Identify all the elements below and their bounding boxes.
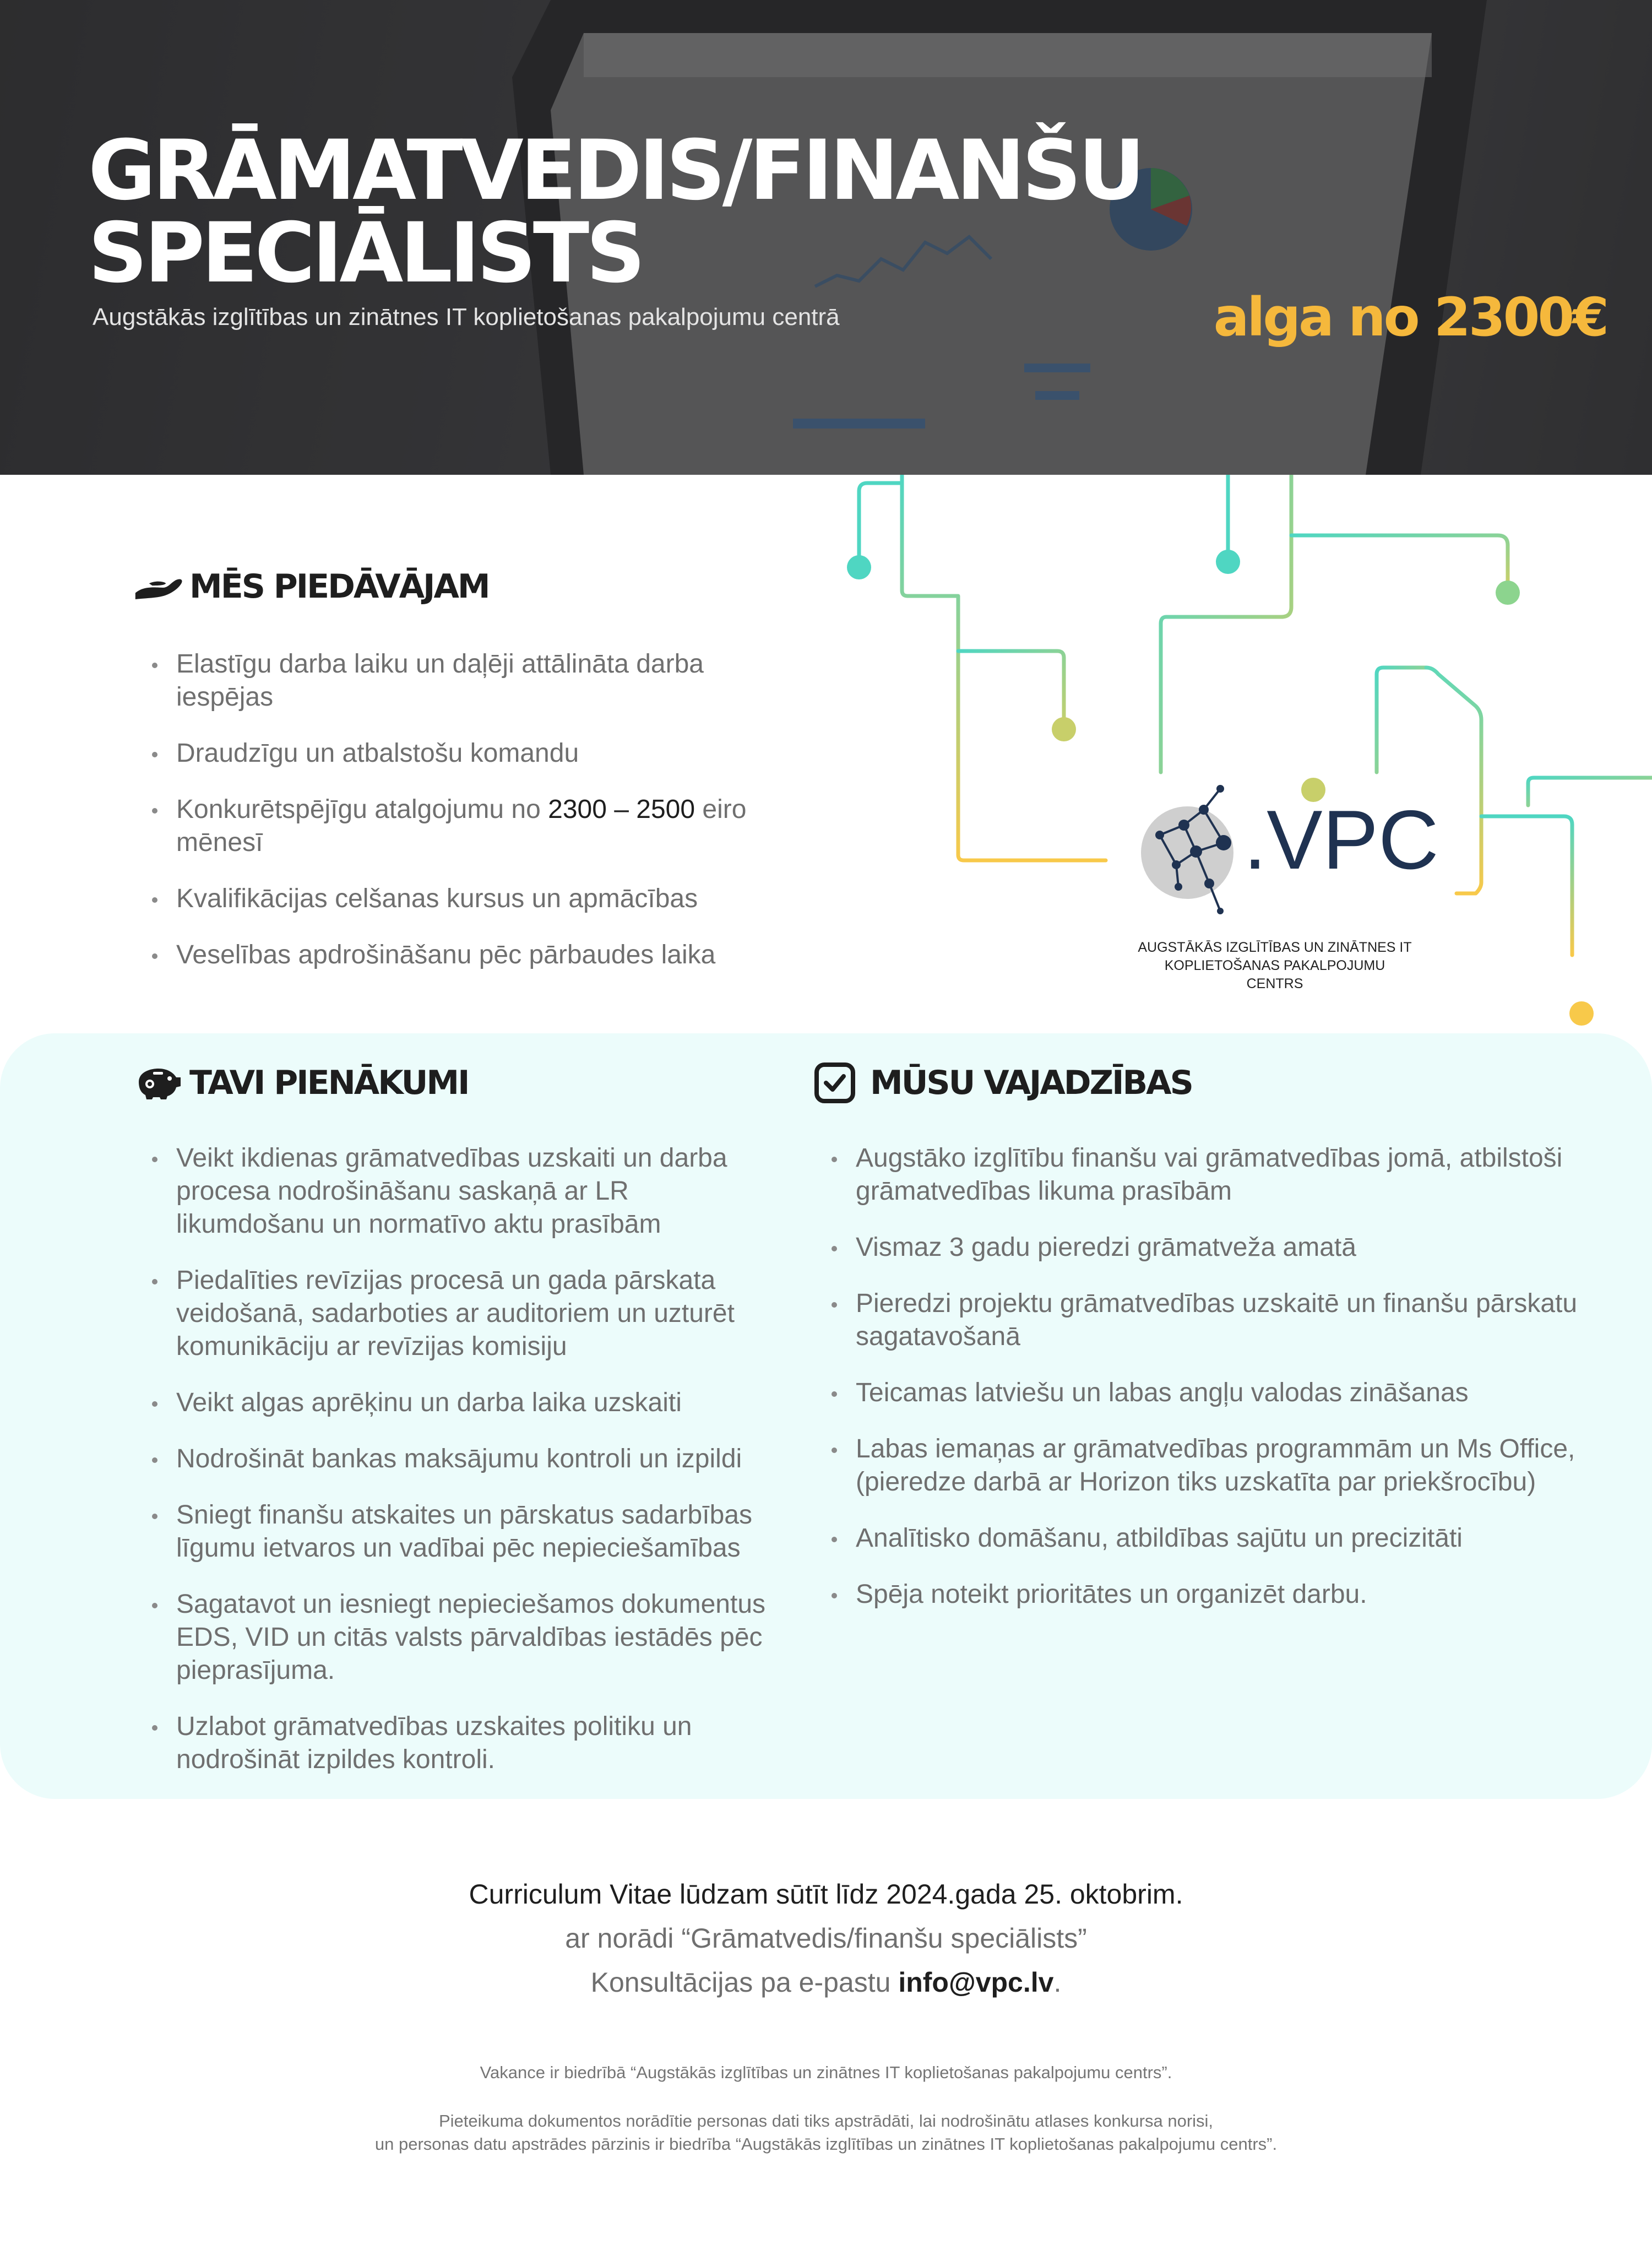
list-item: Labas iemaņas ar grāmatvedības programmām un Ms Office, (pieredze darbā ar Horizon tiks uzskatīta par priekšrocību) [832, 1433, 1602, 1499]
duties-list [152, 1142, 780, 1799]
piggy-bank-icon [133, 1061, 184, 1105]
list-item: Veikt algas aprēķinu un darba laika uzskaiti [152, 1386, 780, 1419]
list-item: Pieredzi projektu grāmatvedības uzskaitē un finanšu pārskatu sagatavošanā [832, 1287, 1602, 1353]
hero-banner [0, 0, 1652, 475]
contact-prefix: Konsultācijas pa e-pastu [590, 1967, 899, 1998]
list-item-pay [152, 793, 780, 859]
list-item: Veselības apdrošināšanu pēc pārbaudes laika [152, 939, 780, 972]
privacy-note [0, 2110, 1652, 2156]
hero-subtitle: Augstākās izglītības un zinātnes IT koplietošanas pakalpojumu centrā [93, 303, 840, 330]
list-item: Analītisko domāšanu, atbildības sajūtu un precizitāti [832, 1522, 1602, 1555]
list-item: Uzlabot grāmatvedības uzskaites politiku un nodrošināt izpildes kontroli. [152, 1710, 780, 1776]
list-item: Augstāko izglītību finanšu vai grāmatvedības jomā, atbilstoši grāmatvedības likuma prasībām [832, 1142, 1602, 1208]
needs-list [832, 1142, 1602, 1634]
vacancy-note: Vakance ir biedrībā “Augstākās izglītības un zinātnes IT koplietošanas pakalpojumu centrs”. [480, 2063, 1172, 2082]
job-title-line1: GRĀMATVEDIS/FINANŠU [88, 123, 1142, 219]
vpc-logo-mark [1138, 783, 1248, 926]
job-title [88, 123, 1142, 301]
needs-title: MŪSU VAJADZĪBAS [870, 1064, 1192, 1102]
pay-prefix: Konkurētspējīgu atalgojumu no [176, 795, 548, 824]
offer-list [152, 648, 780, 995]
privacy-note-line2: un personas datu apstrādes pārzinis ir biedrība “Augstākās izglītības un zinātnes IT koplietošanas pakalpojumu centrs”. [374, 2134, 1278, 2154]
list-item: Elastīgu darba laiku un daļēji attālināta darba iespējas [152, 648, 780, 714]
cv-deadline-text: Curriculum Vitae lūdzam sūtīt līdz 2024.gada 25. oktobrim. [469, 1879, 1183, 1910]
offer-title: MĒS PIEDĀVĀJAM [189, 567, 489, 606]
list-item: Teicamas latviešu un labas angļu valodas zināšanas [832, 1376, 1602, 1410]
list-item: Sagatavot un iesniegt nepieciešamos dokumentus EDS, VID un citās valsts pārvaldības iestādēs pēc pieprasījuma. [152, 1588, 780, 1687]
duties-title: TAVI PIENĀKUMI [189, 1064, 469, 1102]
needs-heading [814, 1061, 1192, 1105]
salary-label: alga no 2300€ [1213, 286, 1607, 348]
pay-suffix: eiro mēnesī [176, 795, 747, 857]
pay-range: 2300 – 2500 [548, 795, 695, 824]
list-item: Sniegt finanšu atskaites un pārskatus sadarbības līgumu ietvaros un vadībai pēc nepieciešamības [152, 1499, 780, 1565]
list-item: Kvalifikācijas celšanas kursus un apmācības [152, 882, 780, 915]
job-title-line2: SPECIĀLISTS [88, 205, 643, 301]
contact-text [0, 1966, 1652, 1998]
offer-heading [133, 565, 489, 609]
list-item: Draudzīgu un atbalstošu komandu [152, 737, 780, 770]
privacy-note-line1: Pieteikuma dokumentos norādītie personas dati tiks apstrādāti, lai nodrošinātu atlases konkursa norisi, [438, 2111, 1214, 2131]
list-item: Spēja noteikt prioritātes un organizēt darbu. [832, 1578, 1602, 1611]
contact-email-link[interactable]: info@vpc.lv [898, 1967, 1054, 1998]
checkbox-icon [814, 1061, 865, 1105]
contact-suffix: . [1053, 1967, 1062, 1998]
duties-heading [133, 1061, 468, 1105]
vpc-wordmark: .VPC [1243, 793, 1439, 887]
hand-icon [133, 565, 184, 609]
vpc-caption-line2: KOPLIETOŠANAS PAKALPOJUMU CENTRS [1164, 958, 1385, 991]
list-item: Piedalīties revīzijas procesā un gada pārskata veidošanā, sadarboties ar auditoriem un uzturēt komunikāciju ar revīzijas komisiju [152, 1264, 780, 1363]
list-item: Veikt ikdienas grāmatvedības uzskaiti un darba procesa nodrošināšanu saskaņā ar LR likumdošanu un normatīvo aktu prasībām [152, 1142, 780, 1241]
list-item: Vismaz 3 gadu pieredzi grāmatveža amatā [832, 1231, 1602, 1264]
cv-subject-text: ar norādi “Grāmatvedis/finanšu speciālists” [565, 1923, 1087, 1954]
list-item: Nodrošināt bankas maksājumu kontroli un izpildi [152, 1443, 780, 1476]
vpc-logo-caption [1134, 939, 1415, 993]
vpc-caption-line1: AUGSTĀKĀS IZGLĪTĪBAS UN ZINĀTNES IT [1138, 940, 1412, 955]
